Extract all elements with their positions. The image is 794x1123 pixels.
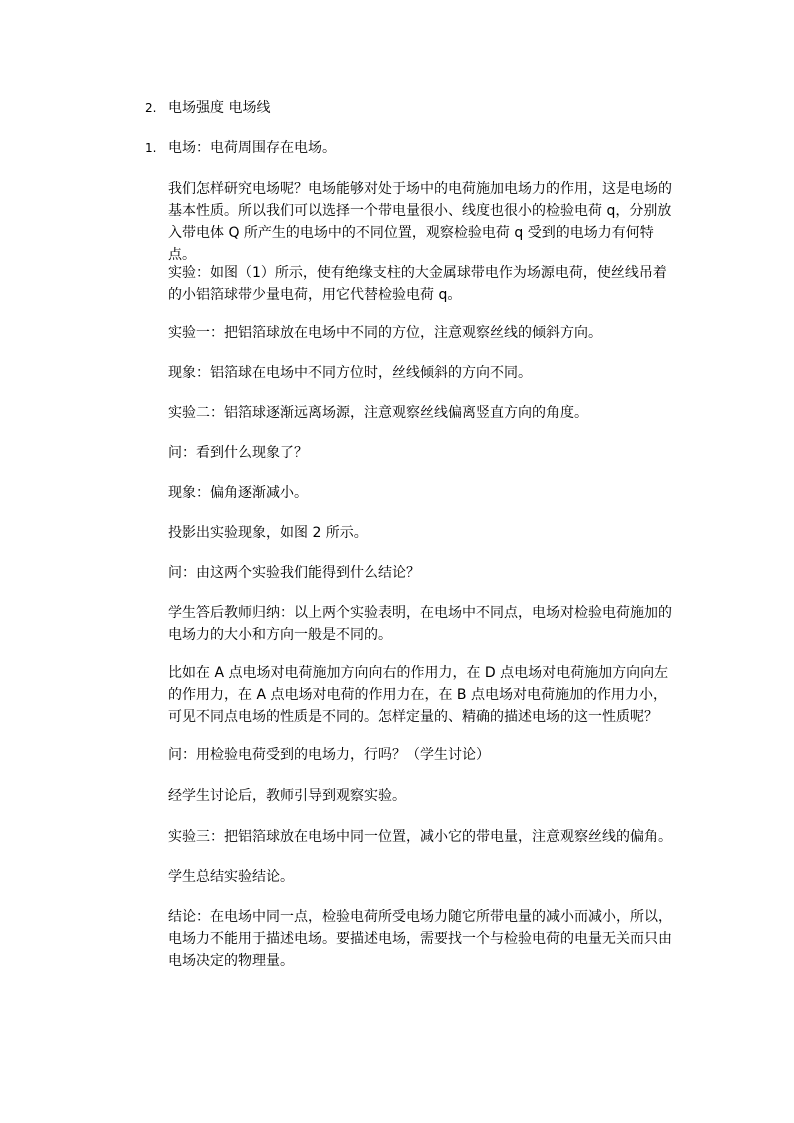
paragraph: 结论：在电场中同一点，检验电荷所受电场力随它所带电量的减小而减小，所以，电场力不能用于描述电场。要描述电场，需要找一个与检验电荷的电量无关而只由电场决定的物理量。 <box>168 909 672 969</box>
paragraph: 投影出实验现象，如图 2 所示。 <box>168 525 368 541</box>
item-number: 1. <box>145 141 157 155</box>
paragraph: 问：用检验电荷受到的电场力，行吗？（学生讨论） <box>168 747 490 763</box>
paragraph: 实验二：铝箔球逐渐远离场源，注意观察丝线偏离竖直方向的角度。 <box>168 405 588 421</box>
section-number: 2. <box>145 101 157 115</box>
paragraph: 实验一：把铝箔球放在电场中不同的方位，注意观察丝线的倾斜方向。 <box>168 325 602 341</box>
paragraph: 学生答后教师归纳：以上两个实验表明，在电场中不同点，电场对检验电荷施加的电场力的大小和方向一般是不同的。 <box>168 605 672 643</box>
item-title: 电场：电荷周围存在电场。 <box>168 140 336 156</box>
paragraph: 比如在 A 点电场对电荷施加方向向右的作用力，在 D 点电场对电荷施加方向向左的作用力，在 A 点电场对电荷的作用力在，在 B 点电场对电荷施加的作用力小，可见不同点电场的性质是不同的。怎样定量的、精确的描述电场的这一性质呢？ <box>168 665 669 725</box>
paragraph: 问：由这两个实验我们能得到什么结论？ <box>168 565 420 581</box>
section-title: 电场强度 电场线 <box>168 100 271 116</box>
paragraph: 实验：如图（1）所示，使有绝缘支柱的大金属球带电作为场源电荷，使丝线吊着的小铝箔球带少量电荷，用它代替检验电荷 q。 <box>168 265 667 303</box>
paragraph: 现象：铝箔球在电场中不同方位时，丝线倾斜的方向不同。 <box>168 365 532 381</box>
paragraph: 问：看到什么现象了？ <box>168 445 308 461</box>
paragraph: 学生总结实验结论。 <box>168 869 294 885</box>
paragraph: 现象：偏角逐渐减小。 <box>168 485 308 501</box>
paragraph: 实验三：把铝箔球放在电场中同一位置，减小它的带电量，注意观察丝线的偏角。 <box>168 829 672 845</box>
paragraph: 我们怎样研究电场呢？电场能够对处于场中的电荷施加电场力的作用，这是电场的基本性质。所以我们可以选择一个带电量很小、线度也很小的检验电荷 q，分别放入带电体 Q 所产生的电场中的不同位置，观察检验电荷 q 受到的电场力有何特点。 <box>168 181 672 263</box>
paragraph: 经学生讨论后，教师引导到观察实验。 <box>168 788 406 804</box>
